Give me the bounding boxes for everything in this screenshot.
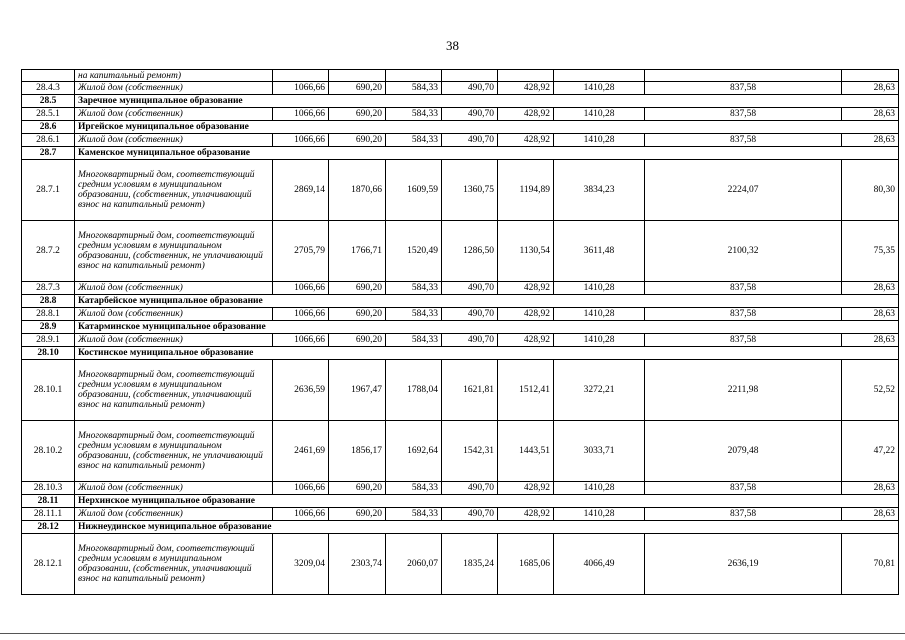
table-row: [22, 334, 899, 347]
value-cell: 1609,59: [386, 160, 442, 221]
row-code: 28.7.2: [22, 221, 75, 282]
value-cell: 490,70: [442, 482, 498, 495]
value-cell: 584,33: [386, 508, 442, 521]
value-cell: 1621,81: [442, 360, 498, 421]
table-row: [22, 108, 899, 121]
value-cell: 28,63: [842, 508, 899, 521]
value-cell: 3209,04: [273, 534, 329, 595]
page-number: 38: [446, 38, 459, 53]
value-cell: 490,70: [442, 282, 498, 295]
value-cell: 1066,66: [273, 134, 329, 147]
value-cell: 28,63: [842, 308, 899, 321]
row-code: 28.10.2: [22, 421, 75, 482]
value-cell: 2636,59: [273, 360, 329, 421]
value-cell: 584,33: [386, 108, 442, 121]
value-cell: 1286,50: [442, 221, 498, 282]
row-description: Многоквартирный дом, соответствующий средним условиям в муниципальном образовании, (собственник, уплачивающий взнос на капитальный ремонт): [75, 160, 273, 221]
value-cell: [554, 70, 645, 82]
value-cell: 584,33: [386, 282, 442, 295]
value-cell: 1410,28: [554, 482, 645, 495]
section-row: [22, 295, 899, 308]
row-code: 28.8.1: [22, 308, 75, 321]
value-cell: 690,20: [329, 82, 386, 95]
value-cell: 428,92: [498, 82, 554, 95]
value-cell: 490,70: [442, 334, 498, 347]
table-row: [22, 160, 899, 221]
section-code: 28.8: [22, 295, 75, 308]
section-code: 28.6: [22, 121, 75, 134]
value-cell: 837,58: [645, 282, 842, 295]
value-cell: 837,58: [645, 82, 842, 95]
value-cell: 4066,49: [554, 534, 645, 595]
row-description: на капитальный ремонт): [75, 70, 273, 82]
value-cell: 28,63: [842, 282, 899, 295]
value-cell: 1066,66: [273, 482, 329, 495]
row-description: Жилой дом (собственник): [75, 82, 273, 95]
section-title: Каменское муниципальное образование: [75, 147, 899, 160]
value-cell: 584,33: [386, 134, 442, 147]
table-row: [22, 134, 899, 147]
value-cell: [442, 70, 498, 82]
value-cell: 490,70: [442, 82, 498, 95]
value-cell: [386, 70, 442, 82]
value-cell: 490,70: [442, 134, 498, 147]
section-code: 28.9: [22, 321, 75, 334]
value-cell: 28,63: [842, 134, 899, 147]
tariff-table: [21, 69, 899, 595]
value-cell: 428,92: [498, 108, 554, 121]
table-row: [22, 308, 899, 321]
value-cell: [498, 70, 554, 82]
value-cell: 1360,75: [442, 160, 498, 221]
row-description: Многоквартирный дом, соответствующий средним условиям в муниципальном образовании, (собственник, не уплачивающий взнос на капитальный ремонт): [75, 421, 273, 482]
section-row: [22, 147, 899, 160]
table-row: [22, 482, 899, 495]
value-cell: 1410,28: [554, 82, 645, 95]
section-code: 28.11: [22, 495, 75, 508]
value-cell: 837,58: [645, 308, 842, 321]
value-cell: 2461,69: [273, 421, 329, 482]
value-cell: 52,52: [842, 360, 899, 421]
row-code: 28.4.3: [22, 82, 75, 95]
value-cell: [645, 70, 842, 82]
value-cell: 28,63: [842, 82, 899, 95]
value-cell: 1066,66: [273, 334, 329, 347]
value-cell: 1410,28: [554, 134, 645, 147]
row-code: 28.9.1: [22, 334, 75, 347]
value-cell: [842, 70, 899, 82]
row-description: Жилой дом (собственник): [75, 308, 273, 321]
row-description: Жилой дом (собственник): [75, 482, 273, 495]
value-cell: 428,92: [498, 508, 554, 521]
value-cell: 3834,23: [554, 160, 645, 221]
value-cell: 1194,89: [498, 160, 554, 221]
value-cell: 1066,66: [273, 508, 329, 521]
value-cell: 2100,32: [645, 221, 842, 282]
value-cell: 1443,51: [498, 421, 554, 482]
section-row: [22, 521, 899, 534]
value-cell: 47,22: [842, 421, 899, 482]
row-code: 28.10.1: [22, 360, 75, 421]
row-description: Жилой дом (собственник): [75, 282, 273, 295]
value-cell: 28,63: [842, 334, 899, 347]
value-cell: 2705,79: [273, 221, 329, 282]
section-title: Нерхинское муниципальное образование: [75, 495, 899, 508]
value-cell: 1066,66: [273, 82, 329, 95]
value-cell: 584,33: [386, 308, 442, 321]
value-cell: 690,20: [329, 334, 386, 347]
value-cell: 3033,71: [554, 421, 645, 482]
value-cell: 1542,31: [442, 421, 498, 482]
value-cell: 690,20: [329, 282, 386, 295]
value-cell: 1066,66: [273, 108, 329, 121]
value-cell: 1410,28: [554, 308, 645, 321]
row-code: 28.12.1: [22, 534, 75, 595]
section-title: Иргейское муниципальное образование: [75, 121, 899, 134]
value-cell: 1512,41: [498, 360, 554, 421]
value-cell: 1856,17: [329, 421, 386, 482]
value-cell: 690,20: [329, 108, 386, 121]
value-cell: 490,70: [442, 108, 498, 121]
value-cell: 428,92: [498, 282, 554, 295]
value-cell: 837,58: [645, 482, 842, 495]
table-row: [22, 534, 899, 595]
row-code: 28.11.1: [22, 508, 75, 521]
value-cell: 1766,71: [329, 221, 386, 282]
table-row: [22, 508, 899, 521]
value-cell: 2869,14: [273, 160, 329, 221]
continuation-row: [22, 70, 899, 82]
value-cell: 2303,74: [329, 534, 386, 595]
value-cell: 2060,07: [386, 534, 442, 595]
value-cell: 584,33: [386, 334, 442, 347]
row-description: Жилой дом (собственник): [75, 334, 273, 347]
section-title: Нижнеудинское муниципальное образование: [75, 521, 899, 534]
row-description: Жилой дом (собственник): [75, 134, 273, 147]
table-row: [22, 221, 899, 282]
value-cell: 428,92: [498, 134, 554, 147]
value-cell: 28,63: [842, 482, 899, 495]
table-row: [22, 282, 899, 295]
section-code: 28.12: [22, 521, 75, 534]
value-cell: 1870,66: [329, 160, 386, 221]
value-cell: [329, 70, 386, 82]
value-cell: 80,30: [842, 160, 899, 221]
value-cell: 1685,06: [498, 534, 554, 595]
value-cell: 584,33: [386, 482, 442, 495]
section-code: 28.7: [22, 147, 75, 160]
section-title: Катарминское муниципальное образование: [75, 321, 899, 334]
value-cell: 28,63: [842, 108, 899, 121]
value-cell: 584,33: [386, 82, 442, 95]
value-cell: 1788,04: [386, 360, 442, 421]
value-cell: 1410,28: [554, 282, 645, 295]
value-cell: [273, 70, 329, 82]
row-code: 28.5.1: [22, 108, 75, 121]
value-cell: 3611,48: [554, 221, 645, 282]
value-cell: 3272,21: [554, 360, 645, 421]
value-cell: 490,70: [442, 508, 498, 521]
row-description: Многоквартирный дом, соответствующий средним условиям в муниципальном образовании, (собственник, уплачивающий взнос на капитальный ремонт): [75, 534, 273, 595]
table-row: [22, 421, 899, 482]
section-row: [22, 321, 899, 334]
value-cell: 2224,07: [645, 160, 842, 221]
value-cell: 1410,28: [554, 108, 645, 121]
value-cell: 690,20: [329, 134, 386, 147]
row-code: 28.7.1: [22, 160, 75, 221]
section-code: 28.10: [22, 347, 75, 360]
page-edge-line: [0, 633, 905, 634]
row-code: 28.6.1: [22, 134, 75, 147]
value-cell: 690,20: [329, 482, 386, 495]
value-cell: 1410,28: [554, 334, 645, 347]
value-cell: 2211,98: [645, 360, 842, 421]
table-row: [22, 82, 899, 95]
value-cell: 1692,64: [386, 421, 442, 482]
section-title: Катарбейское муниципальное образование: [75, 295, 899, 308]
row-description: Многоквартирный дом, соответствующий средним условиям в муниципальном образовании, (собственник, не уплачивающий взнос на капитальный ремонт): [75, 221, 273, 282]
table-row: [22, 360, 899, 421]
value-cell: 1520,49: [386, 221, 442, 282]
section-title: Заречное муниципальное образование: [75, 95, 899, 108]
value-cell: 428,92: [498, 308, 554, 321]
section-title: Костинское муниципальное образование: [75, 347, 899, 360]
value-cell: 75,35: [842, 221, 899, 282]
value-cell: 1130,54: [498, 221, 554, 282]
row-code: [22, 70, 75, 82]
value-cell: 690,20: [329, 308, 386, 321]
section-row: [22, 95, 899, 108]
value-cell: 428,92: [498, 482, 554, 495]
value-cell: 837,58: [645, 334, 842, 347]
value-cell: 490,70: [442, 308, 498, 321]
value-cell: 837,58: [645, 108, 842, 121]
value-cell: 2079,48: [645, 421, 842, 482]
value-cell: 70,81: [842, 534, 899, 595]
section-row: [22, 121, 899, 134]
value-cell: 1066,66: [273, 282, 329, 295]
row-code: 28.7.3: [22, 282, 75, 295]
row-description: Многоквартирный дом, соответствующий средним условиям в муниципальном образовании, (собственник, уплачивающий взнос на капитальный ремонт): [75, 360, 273, 421]
value-cell: 690,20: [329, 508, 386, 521]
value-cell: 837,58: [645, 508, 842, 521]
row-description: Жилой дом (собственник): [75, 108, 273, 121]
row-code: 28.10.3: [22, 482, 75, 495]
section-row: [22, 347, 899, 360]
section-row: [22, 495, 899, 508]
value-cell: 428,92: [498, 334, 554, 347]
value-cell: 1835,24: [442, 534, 498, 595]
value-cell: 1967,47: [329, 360, 386, 421]
value-cell: 1410,28: [554, 508, 645, 521]
value-cell: 837,58: [645, 134, 842, 147]
value-cell: 2636,19: [645, 534, 842, 595]
value-cell: 1066,66: [273, 308, 329, 321]
row-description: Жилой дом (собственник): [75, 508, 273, 521]
section-code: 28.5: [22, 95, 75, 108]
